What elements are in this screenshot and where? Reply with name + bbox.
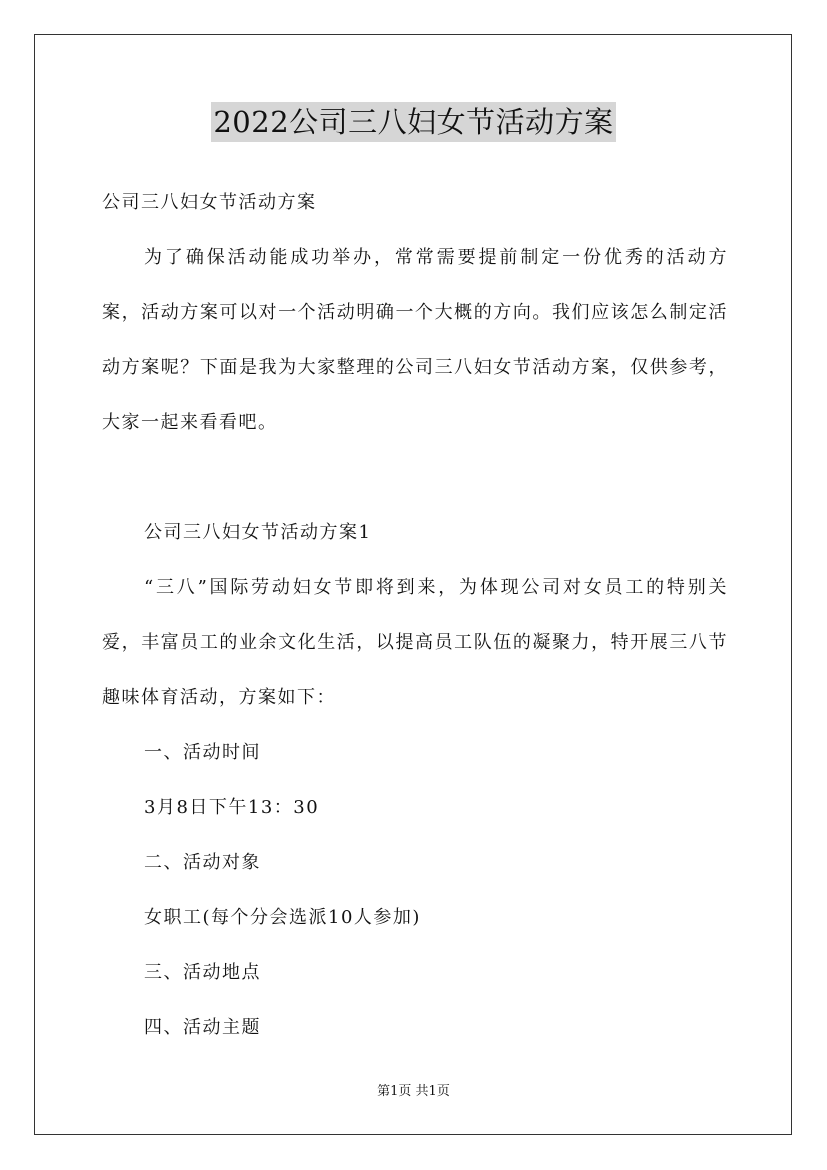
list-item-location-heading: 三、活动地点 bbox=[144, 962, 261, 983]
title-container bbox=[0, 102, 827, 142]
section-intro-paragraph: “三八”国际劳动妇女节即将到来，为体现公司对女员工的特别关爱，丰富员工的业余文化生活，以提高员工队伍的凝聚力，特开展三八节趣味体育活动，方案如下： bbox=[102, 577, 728, 708]
section-heading: 公司三八妇女节活动方案1 bbox=[144, 522, 372, 543]
intro-paragraph: 为了确保活动能成功举办，常常需要提前制定一份优秀的活动方案，活动方案可以对一个活动明确一个大概的方向。我们应该怎么制定活动方案呢？下面是我为大家整理的公司三八妇女节活动方案，仅供参考，大家一起来看看吧。 bbox=[102, 247, 728, 433]
list-item-target-value: 女职工(每个分会选派10人参加) bbox=[144, 907, 421, 928]
document-title: 2022公司三八妇女节活动方案 bbox=[211, 102, 615, 142]
list-item-time-value: 3月8日下午13：30 bbox=[144, 797, 320, 818]
list-item-time-heading: 一、活动时间 bbox=[144, 742, 261, 763]
document-body bbox=[102, 175, 728, 1055]
page-footer: 第1页 共1页 bbox=[377, 1084, 450, 1099]
list-item-theme-heading: 四、活动主题 bbox=[144, 1017, 261, 1038]
list-item-target-heading: 二、活动对象 bbox=[144, 852, 261, 873]
paragraph-gap bbox=[102, 450, 728, 505]
document-subtitle: 公司三八妇女节活动方案 bbox=[102, 192, 317, 213]
